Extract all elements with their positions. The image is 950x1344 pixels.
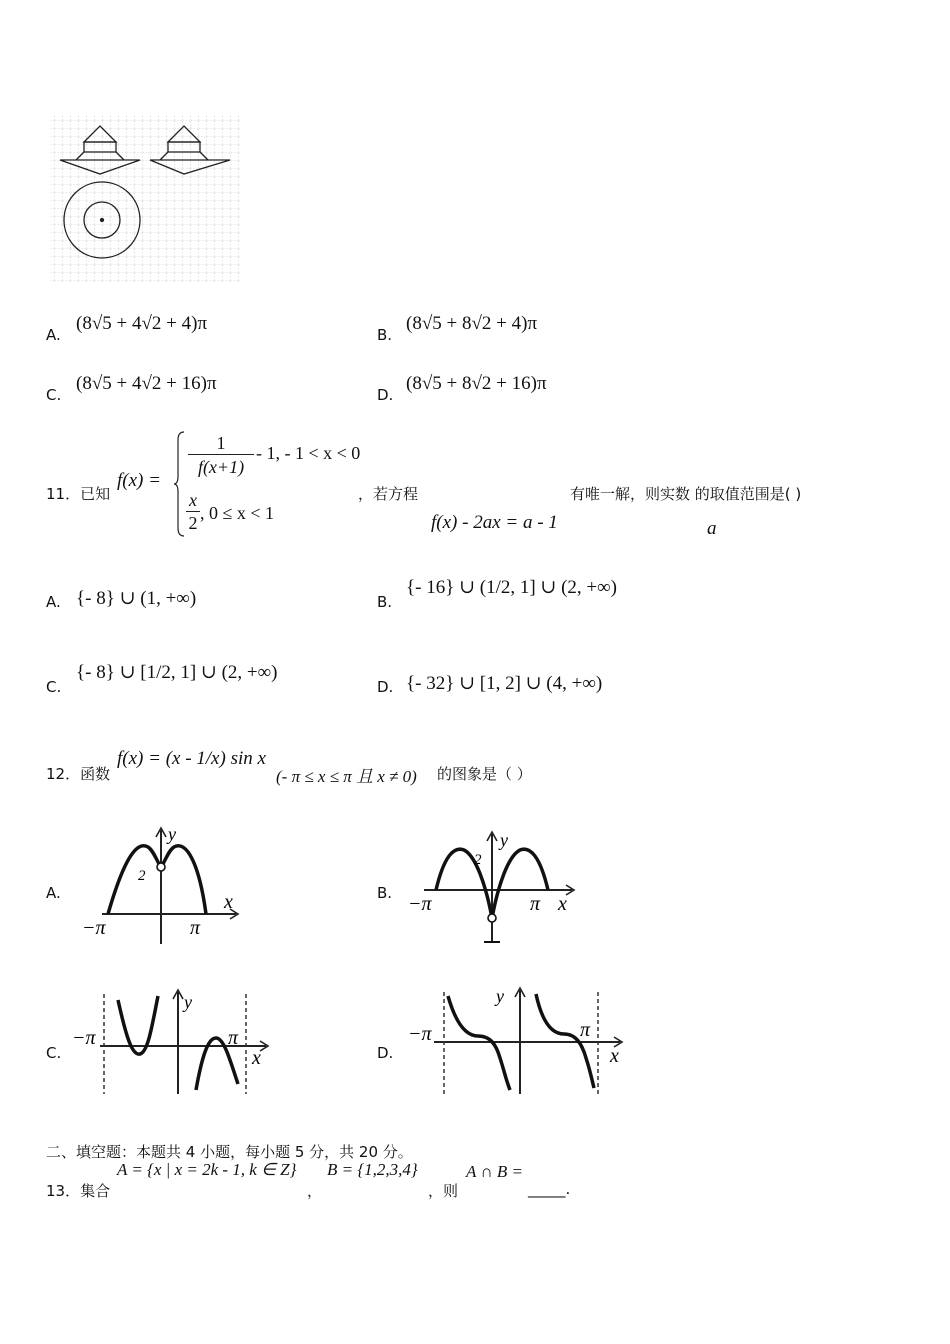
graph-c-y-label: y	[184, 992, 192, 1012]
q11-option-c-text: {- 8} ∪ [1/2, 1] ∪ (2, +∞)	[76, 662, 278, 683]
q11-option-c-label: C.	[46, 678, 62, 696]
graph-b-y-label: y	[500, 830, 508, 850]
graph-c-pi-label: π	[228, 1027, 239, 1049]
q11-option-a-label: A.	[46, 593, 61, 611]
graph-a-two-label: 2	[138, 868, 146, 884]
q11-option-d-text: {- 32} ∪ [1, 2] ∪ (4, +∞)	[406, 673, 603, 694]
q11-piece2-den: 2	[188, 513, 198, 533]
q11-piece1-fraction	[188, 432, 254, 479]
q12-formula: f(x) = (x - 1/x) sin x	[117, 748, 266, 769]
q10-option-c-text: (8√5 + 4√2 + 16)π	[76, 373, 217, 394]
q12-number: 12．函数	[46, 765, 111, 783]
graph-b-x-label: x	[558, 893, 567, 915]
q10-option-d-label: D.	[377, 386, 394, 404]
q12-graph-d	[404, 984, 630, 1098]
q10-option-b-label: B.	[377, 326, 393, 344]
q11-brace	[174, 430, 186, 538]
q11-piece2-num: x	[186, 490, 200, 512]
graph-d-y-label: y	[496, 986, 504, 1006]
q13-then: ，则	[428, 1182, 459, 1200]
three-view-figure	[46, 112, 246, 287]
q11-func: f(x) =	[117, 470, 161, 491]
q11-piece1-tail: - 1, - 1 < x < 0	[256, 443, 361, 463]
graph-b-two-label: 2	[474, 852, 482, 868]
graph-d-x-label: x	[610, 1045, 619, 1067]
q11-option-b-text: {- 16} ∪ (1/2, 1] ∪ (2, +∞)	[406, 577, 618, 598]
q11-number: 11．已知	[46, 485, 111, 503]
q10-option-a-text: (8√5 + 4√2 + 4)π	[76, 313, 208, 334]
q13-number: 13．集合	[46, 1182, 111, 1200]
graph-d-pi-label: π	[580, 1019, 591, 1041]
graph-c-negpi-label: −π	[72, 1027, 96, 1049]
q10-option-c-label: C.	[46, 386, 62, 404]
q10-option-a-label: A.	[46, 326, 61, 344]
q12-domain: (- π ≤ x ≤ π 且 x ≠ 0)	[276, 767, 417, 786]
q12-graph-a	[78, 822, 248, 947]
q12-option-a-label: A.	[46, 884, 61, 902]
q11-piece1-num: 1	[188, 432, 254, 455]
graph-a-y-label: y	[168, 824, 176, 844]
q12-option-b-label: B.	[377, 884, 393, 902]
graph-a-negpi-label: −π	[82, 917, 106, 939]
q10-option-d-text: (8√5 + 8√2 + 16)π	[406, 373, 547, 394]
q12-graph-b	[406, 826, 586, 948]
q12-option-c-label: C.	[46, 1044, 62, 1062]
graph-a-x-label: x	[224, 891, 233, 913]
q12-graph-c	[70, 986, 280, 1098]
q11-var-a: a	[707, 518, 717, 539]
q11-tail-text: 有唯一解，则实数 的取值范围是( )	[570, 485, 802, 503]
q11-option-a-text: {- 8} ∪ (1, +∞)	[76, 588, 197, 609]
q12-option-d-label: D.	[377, 1044, 394, 1062]
q13-set-b: B = {1,2,3,4}	[327, 1160, 418, 1179]
q11-equation: f(x) - 2ax = a - 1	[431, 512, 558, 533]
q11-mid-text: ，若方程	[358, 485, 419, 503]
graph-c-x-label: x	[252, 1047, 261, 1069]
q11-piece2-tail: , 0 ≤ x < 1	[200, 503, 275, 523]
graph-b-pi-label: π	[530, 893, 541, 915]
q11-piece1-den: f(x+1)	[197, 457, 245, 477]
graph-a-pi-label: π	[190, 917, 201, 939]
graph-b-negpi-label: −π	[408, 893, 432, 915]
section2-heading: 二、填空题：本题共 4 小题，每小题 5 分，共 20 分。	[46, 1143, 413, 1161]
q13-set-a: A = {x | x = 2k - 1, k ∈ Z}	[117, 1160, 297, 1179]
q11-option-d-label: D.	[377, 678, 394, 696]
q12-tail-text: 的图象是（ ）	[437, 765, 532, 783]
q13-blank: _____.	[528, 1180, 571, 1198]
q11-option-b-label: B.	[377, 593, 393, 611]
q13-expr: A ∩ B =	[466, 1162, 523, 1181]
q10-option-b-text: (8√5 + 8√2 + 4)π	[406, 313, 538, 334]
q11-piece2-fraction	[186, 490, 200, 534]
graph-d-negpi-label: −π	[408, 1023, 432, 1045]
q13-comma: ，	[307, 1182, 323, 1200]
